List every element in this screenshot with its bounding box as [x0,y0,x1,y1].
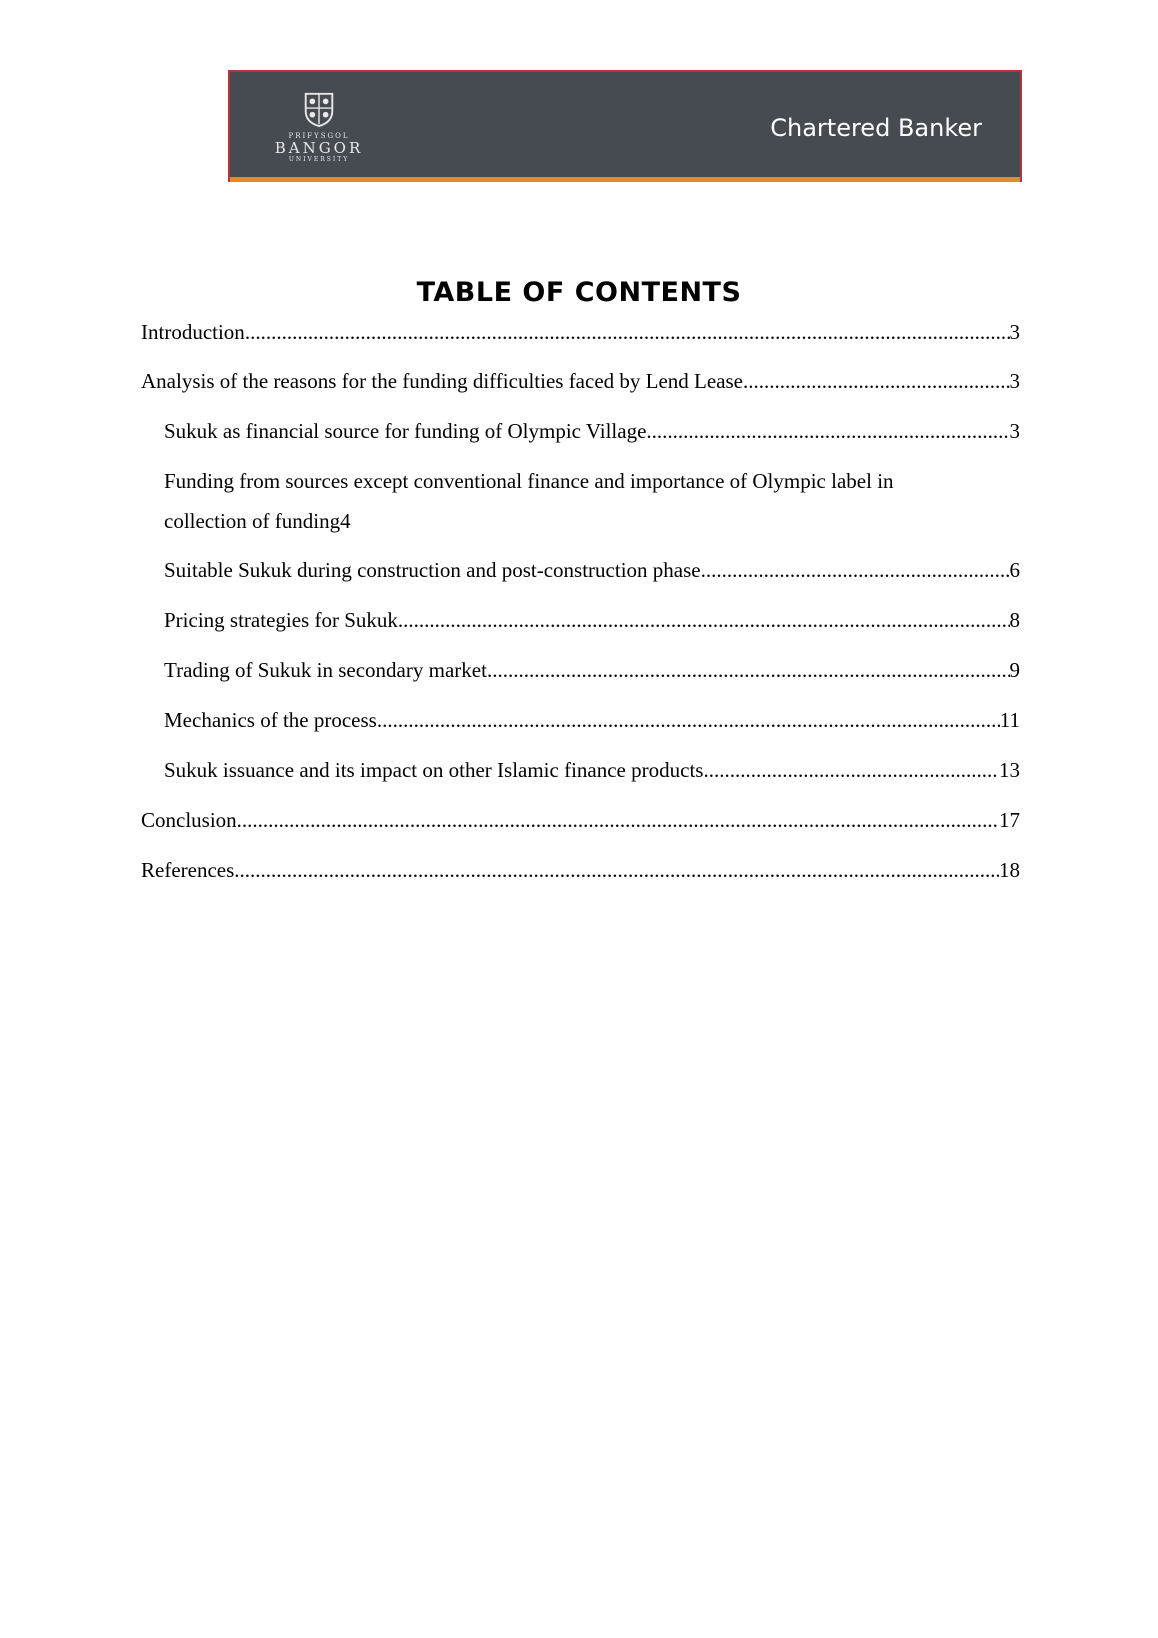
toc-entry-label: Analysis of the reasons for the funding difficulties faced by Lend Lease [141,369,744,393]
toc-entry-page: 18 [999,858,1020,882]
toc-entry-analysis[interactable] [141,361,1020,401]
toc-entry-label: Sukuk issuance and its impact on other Islamic finance products [164,758,704,782]
toc-entry-pricing-strategies[interactable] [164,600,1020,640]
toc-entry-label: References [141,858,235,882]
toc-entry-label: Conclusion [141,808,237,832]
toc-entry-sukuk-issuance[interactable] [164,750,1020,790]
toc-entry-label: Suitable Sukuk during construction and post-construction phase [164,558,701,582]
toc-entry-label: Trading of Sukuk in secondary market [164,658,487,682]
toc-entry-funding-sources[interactable] [164,461,1020,541]
toc-entry-label: Introduction [141,320,245,344]
toc-entry-label: Sukuk as financial source for funding of Olympic Village [164,419,647,443]
banner-stripe [230,177,1020,182]
toc-title: TABLE OF CONTENTS [416,277,742,308]
brand-title: Chartered Banker [770,114,982,142]
university-logo [264,90,374,170]
toc-entry-conclusion[interactable] [141,800,1020,840]
toc-entry-line2 [164,501,1020,541]
toc-entry-suitable-sukuk[interactable] [164,550,1020,590]
toc-entry-sukuk-financial-source[interactable] [164,411,1020,451]
toc-entry-page: 8 [1009,608,1020,632]
toc-leader [487,650,1010,690]
logo-text-bottom: UNIVERSITY [288,156,350,163]
logo-text-top: PRIFYSGOL [288,132,350,140]
toc-entry-page: 3 [1009,419,1020,443]
toc-entry-introduction[interactable] [141,312,1020,352]
toc-entry-page: 6 [1009,558,1020,582]
toc-entry-page: 9 [1009,658,1020,682]
toc-entry-label: Pricing strategies for Sukuk [164,608,398,632]
toc-entry-trading-sukuk[interactable] [164,650,1020,690]
toc-leader [398,600,1010,640]
toc-entry-page: 13 [999,758,1020,782]
toc-leader [743,361,1009,401]
logo-text-main: BANGOR [274,139,364,157]
toc-leader [703,750,999,790]
toc-entry-mechanics[interactable] [164,700,1020,740]
toc-entry-label-line1: Funding from sources except conventional finance and importance of Olympic label in [164,469,894,493]
toc-leader [237,800,999,840]
toc-leader [234,850,999,890]
crest-icon [300,90,338,128]
toc-entry-label-line2: collection of funding [164,509,341,533]
toc-entry-page: 17 [999,808,1020,832]
toc-leader [701,550,1010,590]
header-banner [228,70,1022,182]
toc-leader [646,411,1009,451]
toc-entry-page: 3 [1009,320,1020,344]
toc-entry-page: 3 [1009,369,1020,393]
toc-entry-references[interactable] [141,850,1020,890]
toc-entry-label: Mechanics of the process [164,708,377,732]
toc-entry-page: 11 [999,708,1020,732]
toc-leader [245,312,1010,352]
toc-leader [377,700,1000,740]
toc-entry-page: 4 [340,509,351,533]
